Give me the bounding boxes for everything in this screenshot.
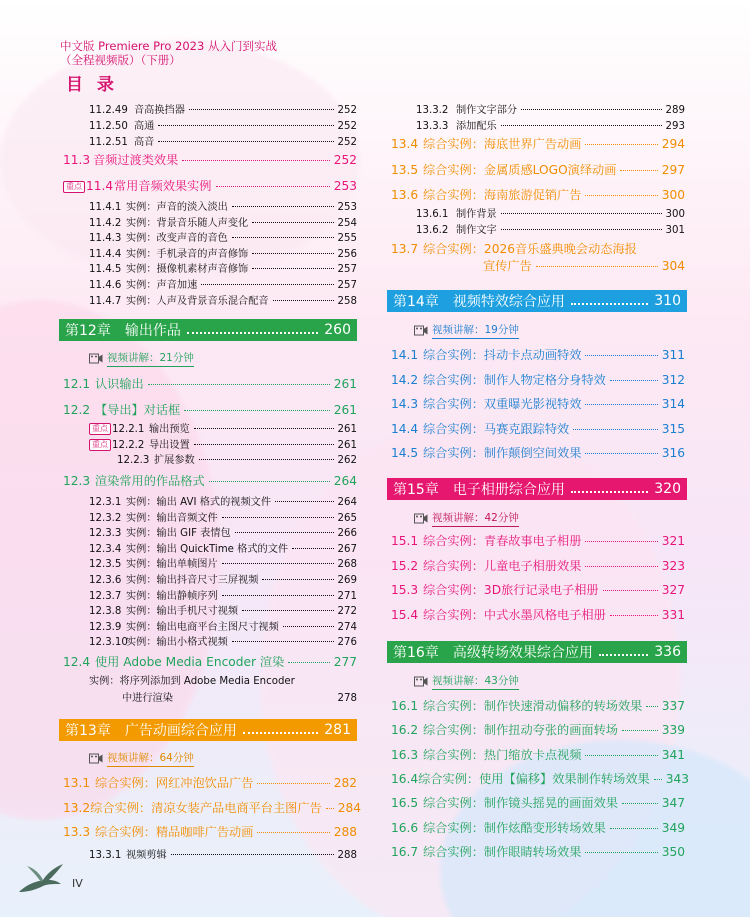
dot-leader bbox=[622, 730, 658, 731]
dot-leader bbox=[222, 595, 334, 596]
dot-leader bbox=[599, 654, 648, 656]
dot-leader bbox=[585, 404, 657, 405]
dot-leader bbox=[222, 517, 334, 518]
book-title-line1: 中文版 Premiere Pro 2023 从入门到实战 bbox=[60, 39, 277, 53]
dot-leader bbox=[622, 803, 658, 804]
toc-entry-line1[interactable]: 实例：将序列添加到 Adobe Media Encoder bbox=[89, 676, 295, 687]
key-point-badge: 重点 bbox=[89, 439, 111, 451]
dot-leader bbox=[654, 779, 662, 780]
toc-entry[interactable]: 13.3.1 视频剪辑 288 bbox=[89, 850, 357, 861]
toc-entry[interactable]: 11.4.6 实例：声音加速 257 bbox=[89, 280, 357, 291]
dot-leader bbox=[222, 563, 334, 564]
toc-entry[interactable]: 12.3.3 实例：输出 GIF 表情包 266 bbox=[89, 528, 357, 540]
dot-leader bbox=[194, 428, 334, 429]
toc-section[interactable]: 16.2 综合实例：制作扭动夸张的画面转场 339 bbox=[391, 723, 685, 738]
dot-leader bbox=[209, 481, 330, 482]
toc-entry[interactable]: 13.6.1 制作背景 300 bbox=[416, 209, 685, 220]
toc-entry[interactable]: 12.3.1 实例：输出 AVI 格式的视频文件 264 bbox=[89, 497, 357, 508]
dot-leader bbox=[283, 626, 334, 627]
toc-entry[interactable]: 12.3.7 实例：输出静帧序列 271 bbox=[89, 590, 357, 602]
dot-leader bbox=[257, 832, 329, 833]
toc-entry[interactable]: 重点 12.2.1 输出预览 261 bbox=[89, 420, 357, 436]
dot-leader bbox=[292, 548, 333, 549]
video-camera-icon bbox=[414, 676, 428, 687]
video-camera-icon bbox=[89, 353, 103, 364]
toc-section[interactable]: 14.5 综合实例：制作颠倒空间效果 316 bbox=[391, 446, 685, 460]
toc-entry[interactable]: 11.4.7 实例：人声及背景音乐混合配音 258 bbox=[89, 295, 357, 307]
dot-leader bbox=[158, 125, 333, 126]
toc-entry[interactable]: 12.3.5 实例：输出单帧图片 268 bbox=[89, 559, 357, 571]
toc-section[interactable]: 14.1 综合实例：抖动卡点动画特效 311 bbox=[391, 348, 685, 362]
hummingbird-icon bbox=[17, 862, 65, 896]
dot-leader bbox=[536, 266, 658, 267]
toc-entry[interactable]: 13.3.2 制作文字部分 289 bbox=[416, 105, 685, 116]
dot-leader bbox=[585, 755, 657, 756]
dot-leader bbox=[585, 852, 657, 853]
dot-leader bbox=[187, 332, 318, 334]
key-point-badge: 重点 bbox=[89, 423, 111, 435]
dot-leader bbox=[232, 206, 334, 207]
dot-leader bbox=[585, 195, 657, 196]
toc-entry[interactable]: 11.4.4 实例：手机录音的声音修饰 256 bbox=[89, 248, 357, 260]
dot-leader bbox=[521, 109, 661, 110]
chapter-16-banner[interactable]: 第16章 高级转场效果综合应用 336 bbox=[387, 641, 687, 663]
video-duration[interactable]: 视频讲解：43分钟 bbox=[414, 673, 519, 690]
dot-leader bbox=[501, 213, 662, 214]
chapter-13-banner[interactable]: 第13章 广告动画综合应用 281 bbox=[59, 719, 357, 741]
dot-leader bbox=[610, 380, 658, 381]
toc-entry[interactable]: 12.3.10 实例：输出小格式视频 276 bbox=[89, 637, 357, 649]
dot-leader bbox=[620, 170, 657, 171]
toc-section[interactable]: 14.2 综合实例：制作人物定格分身特效 312 bbox=[391, 372, 685, 387]
toc-section[interactable]: 13.1 综合实例：网红冲泡饮品广告 282 bbox=[63, 776, 357, 790]
toc-section[interactable]: 重点 11.4 常用音频效果实例 253 bbox=[63, 177, 357, 194]
dot-leader bbox=[148, 384, 330, 385]
dot-leader bbox=[326, 808, 334, 809]
toc-section[interactable]: 13.5 综合实例：金属质感LOGO演绎动画 297 bbox=[391, 162, 685, 177]
dot-leader bbox=[262, 579, 333, 580]
chapter-14-banner[interactable]: 第14章 视频特效综合应用 310 bbox=[387, 290, 687, 312]
dot-leader bbox=[585, 541, 657, 542]
dot-leader bbox=[242, 610, 333, 611]
video-duration[interactable]: 视频讲解：19分钟 bbox=[414, 322, 519, 339]
toc-entry[interactable]: 11.4.1 实例：声音的淡入淡出 253 bbox=[89, 202, 357, 213]
toc-entry[interactable]: 13.6.2 制作文字 301 bbox=[416, 224, 685, 236]
toc-entry[interactable]: 11.2.49 音高换挡器 252 bbox=[89, 105, 357, 116]
dot-leader bbox=[646, 706, 657, 707]
dot-leader bbox=[610, 828, 658, 829]
video-camera-icon bbox=[414, 325, 428, 336]
dot-leader bbox=[158, 141, 333, 142]
dot-leader bbox=[610, 615, 658, 616]
toc-section[interactable]: 11.3 音频过渡类效果 252 bbox=[63, 153, 357, 167]
dot-leader bbox=[275, 501, 334, 502]
toc-entry[interactable]: 11.2.50 高通 252 bbox=[89, 121, 357, 132]
toc-heading: 目 录 bbox=[66, 75, 118, 95]
toc-entry[interactable]: 12.2.3 扩展参数 262 bbox=[117, 455, 357, 466]
toc-section[interactable]: 16.4 综合实例：使用【偏移】效果制作转场效果 343 bbox=[391, 771, 689, 786]
dot-leader bbox=[273, 300, 334, 301]
dot-leader bbox=[573, 429, 657, 430]
toc-entry[interactable]: 12.3.6 实例：输出抖音尺寸三屏视频 269 bbox=[89, 575, 357, 586]
dot-leader bbox=[171, 854, 334, 855]
dot-leader bbox=[501, 229, 662, 230]
dot-leader bbox=[243, 732, 318, 734]
dot-leader bbox=[585, 453, 657, 454]
toc-entry[interactable]: 中进行渲染 278 bbox=[122, 693, 357, 704]
video-duration[interactable]: 视频讲解：64分钟 bbox=[89, 750, 194, 767]
toc-entry[interactable]: 12.3.9 实例：输出电商平台主图尺寸视频 274 bbox=[89, 621, 357, 633]
toc-section-line2[interactable]: 宣传广告 304 bbox=[483, 259, 685, 273]
dot-leader bbox=[585, 566, 657, 567]
dot-leader bbox=[232, 641, 334, 642]
toc-entry[interactable]: 重点 12.2.2 导出设置 261 bbox=[89, 436, 357, 452]
dot-leader bbox=[585, 144, 657, 145]
toc-section[interactable]: 12.3 渲染常用的作品格式 264 bbox=[63, 474, 357, 488]
toc-entry[interactable]: 11.4.5 实例：摄像机素材声音修饰 257 bbox=[89, 264, 357, 276]
toc-entry[interactable]: 11.4.3 实例：改变声音的音色 255 bbox=[89, 233, 357, 245]
video-camera-icon bbox=[89, 753, 103, 764]
toc-entry[interactable]: 12.3.2 实例：输出音频文件 265 bbox=[89, 512, 357, 524]
key-point-badge: 重点 bbox=[63, 181, 85, 193]
dot-leader bbox=[216, 186, 330, 187]
dot-leader bbox=[232, 237, 334, 238]
toc-section[interactable]: 14.4 综合实例：马赛克跟踪特效 315 bbox=[391, 421, 685, 436]
book-title-line2: （全程视频版）（下册） bbox=[60, 53, 181, 67]
toc-section[interactable]: 16.7 综合实例：制作眼睛转场效果 350 bbox=[391, 844, 685, 859]
dot-leader bbox=[257, 783, 329, 784]
dot-leader bbox=[189, 109, 334, 110]
dot-leader bbox=[571, 303, 648, 305]
toc-section[interactable]: 15.1 综合实例：青春故事电子相册 321 bbox=[391, 534, 685, 548]
toc-section[interactable]: 14.3 综合实例：双重曝光影视特效 314 bbox=[391, 397, 685, 411]
toc-section[interactable]: 15.4 综合实例：中式水墨风格电子相册 331 bbox=[391, 607, 685, 622]
toc-section[interactable]: 13.6 综合实例：海南旅游促销广告 300 bbox=[391, 188, 685, 202]
dot-leader bbox=[288, 662, 330, 663]
dot-leader bbox=[201, 284, 333, 285]
video-duration[interactable]: 视频讲解：21分钟 bbox=[89, 350, 194, 367]
toc-section[interactable]: 12.2 【导出】对话框 261 bbox=[63, 403, 357, 417]
dot-leader bbox=[199, 459, 334, 460]
chapter-15-banner[interactable]: 第15章 电子相册综合应用 320 bbox=[387, 478, 687, 500]
toc-section[interactable]: 13.3 综合实例：精品咖啡广告动画 288 bbox=[63, 825, 357, 839]
toc-section-line1[interactable]: 13.7 综合实例：2026音乐盛典晚会动态海报 bbox=[391, 242, 637, 256]
toc-section[interactable]: 16.6 综合实例：制作炫酷变形转场效果 349 bbox=[391, 820, 685, 835]
dot-leader bbox=[603, 590, 658, 591]
dot-leader bbox=[252, 268, 333, 269]
toc-section[interactable]: 16.1 综合实例：制作快速滑动偏移的转场效果 337 bbox=[391, 699, 685, 713]
toc-entry[interactable]: 12.3.4 实例：输出 QuickTime 格式的文件 267 bbox=[89, 543, 357, 555]
dot-leader bbox=[571, 491, 648, 493]
toc-section[interactable]: 15.3 综合实例：3D旅行记录电子相册 327 bbox=[391, 583, 685, 597]
chapter-12-banner[interactable]: 第12章 输出作品 260 bbox=[59, 319, 357, 341]
toc-entry[interactable]: 11.4.2 实例：背景音乐随人声变化 254 bbox=[89, 217, 357, 229]
toc-section[interactable]: 12.4 使用 Adobe Media Encoder 渲染 277 bbox=[63, 655, 357, 669]
toc-section[interactable]: 16.5 综合实例：制作镜头摇晃的画面效果 347 bbox=[391, 796, 685, 811]
dot-leader bbox=[252, 222, 333, 223]
dot-leader bbox=[501, 125, 662, 126]
dot-leader bbox=[194, 444, 334, 445]
toc-section[interactable]: 16.3 综合实例：热门缩放卡点视频 341 bbox=[391, 747, 685, 762]
dot-leader bbox=[585, 355, 657, 356]
toc-entry[interactable]: 11.2.51 高音 252 bbox=[89, 137, 357, 148]
dot-leader bbox=[235, 532, 334, 533]
toc-entry[interactable]: 13.3.3 添加配乐 293 bbox=[416, 120, 685, 132]
toc-section[interactable]: 15.2 综合实例：儿童电子相册效果 323 bbox=[391, 558, 685, 573]
toc-section[interactable]: 13.2 综合实例：清凉女装产品电商平台主图广告 284 bbox=[63, 800, 361, 815]
toc-entry[interactable]: 12.3.8 实例：输出手机尺寸视频 272 bbox=[89, 606, 357, 618]
book-title bbox=[60, 39, 277, 67]
video-camera-icon bbox=[414, 513, 428, 524]
dot-leader bbox=[182, 160, 329, 161]
toc-section[interactable]: 13.4 综合实例：海底世界广告动画 294 bbox=[391, 137, 685, 151]
toc-section[interactable]: 12.1 认识输出 261 bbox=[63, 377, 357, 391]
page-number: IV bbox=[72, 877, 83, 890]
dot-leader bbox=[252, 253, 333, 254]
dot-leader bbox=[184, 410, 329, 411]
video-duration[interactable]: 视频讲解：42分钟 bbox=[414, 510, 519, 527]
